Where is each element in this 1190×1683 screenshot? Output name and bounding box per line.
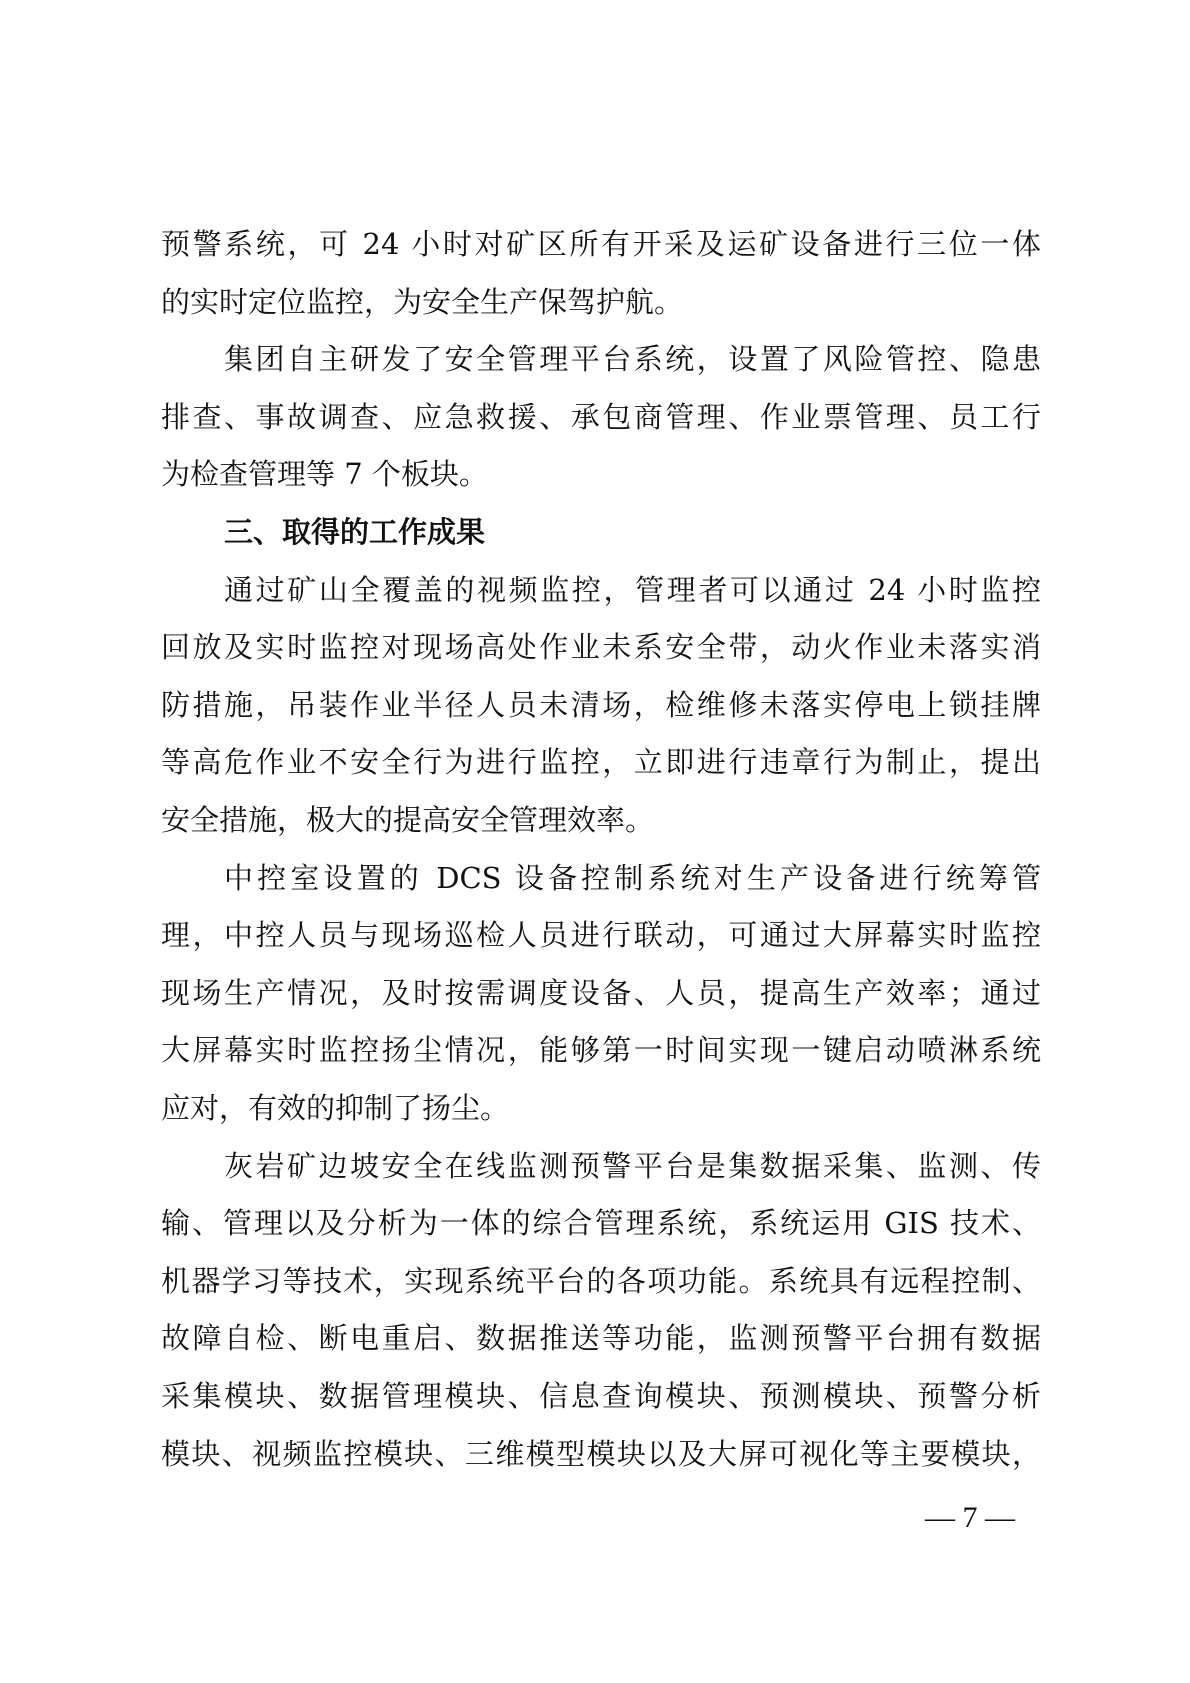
paragraph-line: 等高危作业不安全行为进行监控，立即进行违章行为制止，提出 xyxy=(161,745,1041,779)
paragraph-line: 通过矿山全覆盖的视频监控，管理者可以通过 24 小时监控 xyxy=(224,573,1041,607)
section-heading: 三、取得的工作成果 xyxy=(224,515,486,549)
paragraph-line: 采集模块、数据管理模块、信息查询模块、预测模块、预警分析 xyxy=(161,1379,1041,1413)
paragraph-line: 现场生产情况，及时按需调度设备、人员，提高生产效率；通过 xyxy=(161,976,1041,1010)
paragraph-line: 为检查管理等 7 个板块。 xyxy=(161,457,488,491)
paragraph-line: 预警系统，可 24 小时对矿区所有开采及运矿设备进行三位一体 xyxy=(161,227,1041,261)
paragraph-line: 回放及实时监控对现场高处作业未系安全带，动火作业未落实消 xyxy=(161,630,1041,664)
paragraph-line: 排查、事故调查、应急救援、承包商管理、作业票管理、员工行 xyxy=(161,400,1041,434)
paragraph-line: 中控室设置的 DCS 设备控制系统对生产设备进行统筹管 xyxy=(224,861,1041,895)
paragraph-line: 机器学习等技术，实现系统平台的各项功能。系统具有远程控制、 xyxy=(161,1264,1041,1298)
paragraph-line: 安全措施，极大的提高安全管理效率。 xyxy=(161,803,655,837)
paragraph-line: 理，中控人员与现场巡检人员进行联动，可通过大屏幕实时监控 xyxy=(161,918,1041,952)
paragraph-line: 大屏幕实时监控扬尘情况，能够第一时间实现一键启动喷淋系统 xyxy=(161,1033,1041,1067)
paragraph-line: 输、管理以及分析为一体的综合管理系统，系统运用 GIS 技术、 xyxy=(161,1206,1041,1240)
paragraph-line: 的实时定位监控，为安全生产保驾护航。 xyxy=(161,285,684,319)
page-number: — 7 — xyxy=(925,1501,1015,1534)
paragraph-line: 故障自检、断电重启、数据推送等功能，监测预警平台拥有数据 xyxy=(161,1321,1041,1355)
paragraph-line: 应对，有效的抑制了扬尘。 xyxy=(161,1091,510,1125)
paragraph-line: 灰岩矿边坡安全在线监测预警平台是集数据采集、监测、传 xyxy=(224,1149,1041,1183)
paragraph-line: 集团自主研发了安全管理平台系统，设置了风险管控、隐患 xyxy=(224,342,1041,376)
paragraph-line: 防措施，吊装作业半径人员未清场，检维修未落实停电上锁挂牌 xyxy=(161,688,1041,722)
paragraph-line: 模块、视频监控模块、三维模型模块以及大屏可视化等主要模块， xyxy=(161,1437,1041,1471)
